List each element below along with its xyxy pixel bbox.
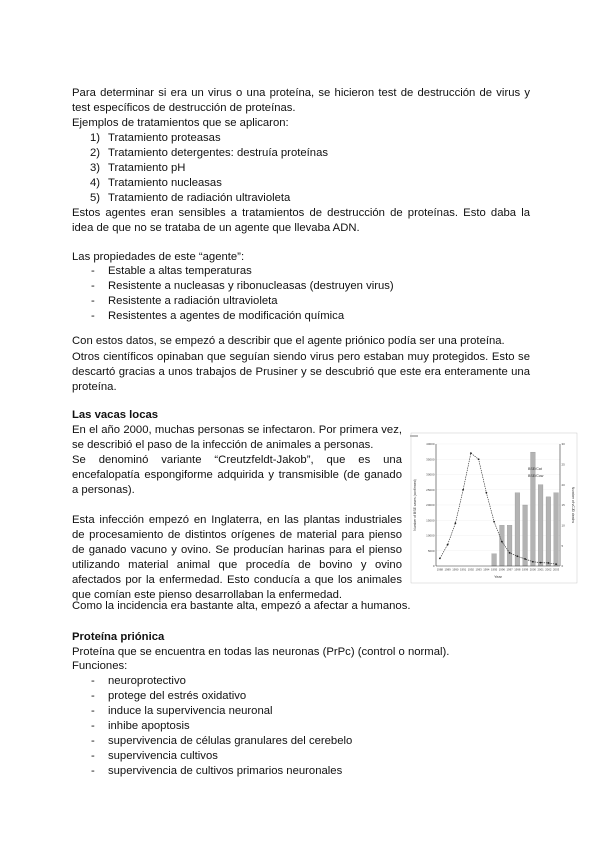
x-tick-label: 1992 <box>467 567 474 572</box>
treatment-item: 1) Tratamiento proteasas <box>90 132 221 144</box>
intro-paragraph-2: Ejemplos de tratamientos que se aplicaron: <box>72 117 289 129</box>
mad-cow-paragraph-3: Esta infección empezó en Inglaterra, en las plantas industriales de procesamiento de distintos orígenes de material para pienso de ganado vacuno y ovino. Se producían harinas para el pienso utilizando material animal que procedía de bovino y ovino afectados por la enfermedad. Esto conducía a que los animales que comían este pienso desarrollaban la enfermedad. <box>72 514 402 601</box>
bar-vcjd-deaths <box>523 505 528 566</box>
property-item: - Resistente a nucleasas y ribonucleasas (destruyen virus) <box>72 279 394 294</box>
bar-vcjd-deaths <box>515 493 520 566</box>
treatment-item: 4) Tratamiento nucleasas <box>90 177 222 189</box>
properties-heading: Las propiedades de este “agente”: <box>72 251 245 263</box>
function-item: - supervivencia de cultivos primarios neuronales <box>72 764 352 779</box>
point-bse-cases <box>454 522 456 524</box>
function-item: - protege del estrés oxidativo <box>72 689 352 704</box>
point-bse-cases <box>547 562 549 564</box>
point-bse-cases <box>555 563 557 565</box>
x-tick-label: 1996 <box>498 567 505 572</box>
treatment-item: 3) Tratamiento pH <box>90 162 186 174</box>
properties-list <box>72 264 394 324</box>
x-tick-label: 1988 <box>436 567 443 572</box>
prion-paragraph-1: Proteína que se encuentra en todas las neuronas (PrPc) (control o normal). <box>72 646 450 658</box>
y-tick-label-left: 10000 <box>426 533 435 538</box>
intro-paragraph-1: Para determinar si era un virus o una proteína, se hicieron test de destrucción de virus y test específicos de destrucción de proteínas. <box>72 87 530 114</box>
function-item: - supervivencia cultivos <box>72 749 352 764</box>
bar-vcjd-deaths <box>538 485 543 566</box>
y-tick-label-right: 0 <box>561 564 564 569</box>
y-tick-label-right: 20 <box>561 482 565 487</box>
x-tick-label: 1995 <box>491 567 498 572</box>
intro-paragraph-3: Estos agentes eran sensibles a tratamientos de destrucción de proteínas. Esto daba la idea de que no se trataba de un agente que llevaba ADN. <box>72 207 530 234</box>
point-bse-cases <box>447 544 449 546</box>
point-bse-cases <box>516 555 518 557</box>
chart-svg <box>410 432 578 584</box>
function-item: - neuroprotectivo <box>72 674 352 689</box>
y-tick-label-left: 40000 <box>426 442 435 447</box>
function-item: - induce la supervivencia neuronal <box>72 704 352 719</box>
point-bse-cases <box>509 552 511 554</box>
x-tick-label: 1990 <box>452 567 459 572</box>
y-tick-label-left: 5000 <box>427 548 435 553</box>
x-tick-label: 2001 <box>537 567 544 572</box>
point-bse-cases <box>532 561 534 563</box>
bar-vcjd-deaths <box>546 497 551 566</box>
legend-entry: BSE/Cat <box>528 467 542 471</box>
y-axis-label-left: Number of BSE cases (confirmed) <box>413 479 417 531</box>
properties-paragraph-2: Otros científicos opinaban que seguían siendo virus pero estaban muy protegidos. Esto se descartó gracias a unos trabajos de Prusiner y se descubrió que este era enteramente una proteína. <box>72 351 530 393</box>
y-tick-label-right: 5 <box>561 543 564 548</box>
y-tick-label-left: 35000 <box>426 457 435 462</box>
x-tick-label: 1999 <box>522 567 529 572</box>
x-tick-label: 1998 <box>514 567 521 572</box>
x-axis-label: Year <box>494 575 502 579</box>
functions-label: Funciones: <box>72 660 128 672</box>
y-tick-label-right: 30 <box>561 442 565 447</box>
bar-vcjd-deaths <box>500 525 505 566</box>
treatments-list <box>72 131 328 206</box>
treatment-item: 2) Tratamiento detergentes: destruía proteínas <box>90 147 328 159</box>
y-tick-label-right: 15 <box>561 503 565 508</box>
x-tick-label: 1989 <box>444 567 451 572</box>
y-tick-label-left: 0 <box>432 564 435 569</box>
bar-vcjd-deaths <box>507 525 512 566</box>
bar-vcjd-deaths <box>554 493 559 566</box>
bse-vcjd-chart <box>410 432 578 584</box>
x-tick-label: 1993 <box>475 567 482 572</box>
point-bse-cases <box>478 458 480 460</box>
x-tick-label: 1997 <box>506 567 513 572</box>
point-bse-cases <box>524 558 526 560</box>
mad-cow-paragraph-2: Se denominó variante “Creutzfeldt-Jakob”, que es una encefalopatía espongiforme adquirida y transmisible (de ganado a personas). <box>72 454 402 496</box>
function-item: - inhibe apoptosis <box>72 719 352 734</box>
point-bse-cases <box>439 557 441 559</box>
bar-vcjd-deaths <box>492 554 497 566</box>
x-tick-label: 2000 <box>529 567 536 572</box>
mad-cow-paragraph-4: Como la incidencia era bastante alta, empezó a afectar a humanos. <box>72 600 411 612</box>
y-tick-label-right: 25 <box>561 462 565 467</box>
mad-cow-paragraph-1: En el año 2000, muchas personas se infectaron. Por primera vez, se describió el paso de la infección de animales a personas. <box>72 424 402 451</box>
legend-entry: BSE/Cow <box>528 474 544 478</box>
y-tick-label-left: 15000 <box>426 518 435 523</box>
point-bse-cases <box>470 452 472 454</box>
point-bse-cases <box>485 492 487 494</box>
point-bse-cases <box>540 562 542 564</box>
y-tick-label-left: 20000 <box>426 503 435 508</box>
x-tick-label: 1991 <box>460 567 467 572</box>
property-item: - Estable a altas temperaturas <box>72 264 394 279</box>
properties-paragraph-1: Con estos datos, se empezó a describir que el agente priónico podía ser una proteína. <box>72 335 505 347</box>
point-bse-cases <box>501 541 503 543</box>
point-bse-cases <box>462 489 464 491</box>
x-tick-label: 1994 <box>483 567 490 572</box>
section-title-mad-cow: Las vacas locas <box>72 409 159 421</box>
function-item: - supervivencia de células granulares del cerebelo <box>72 734 352 749</box>
property-item: - Resistente a radiación ultravioleta <box>72 294 394 309</box>
y-tick-label-left: 25000 <box>426 487 435 492</box>
y-axis-label-right: Number of vCJD deaths <box>571 486 575 524</box>
y-tick-label-right: 10 <box>561 523 565 528</box>
y-tick-label-left: 30000 <box>426 472 435 477</box>
x-tick-label: 2003 <box>553 567 560 572</box>
functions-list <box>72 674 352 779</box>
property-item: - Resistentes a agentes de modificación química <box>72 309 394 324</box>
point-bse-cases <box>493 521 495 523</box>
x-tick-label: 2002 <box>545 567 552 572</box>
treatment-item: 5) Tratamiento de radiación ultravioleta <box>90 192 291 204</box>
section-title-prion-protein: Proteína priónica <box>72 631 165 643</box>
